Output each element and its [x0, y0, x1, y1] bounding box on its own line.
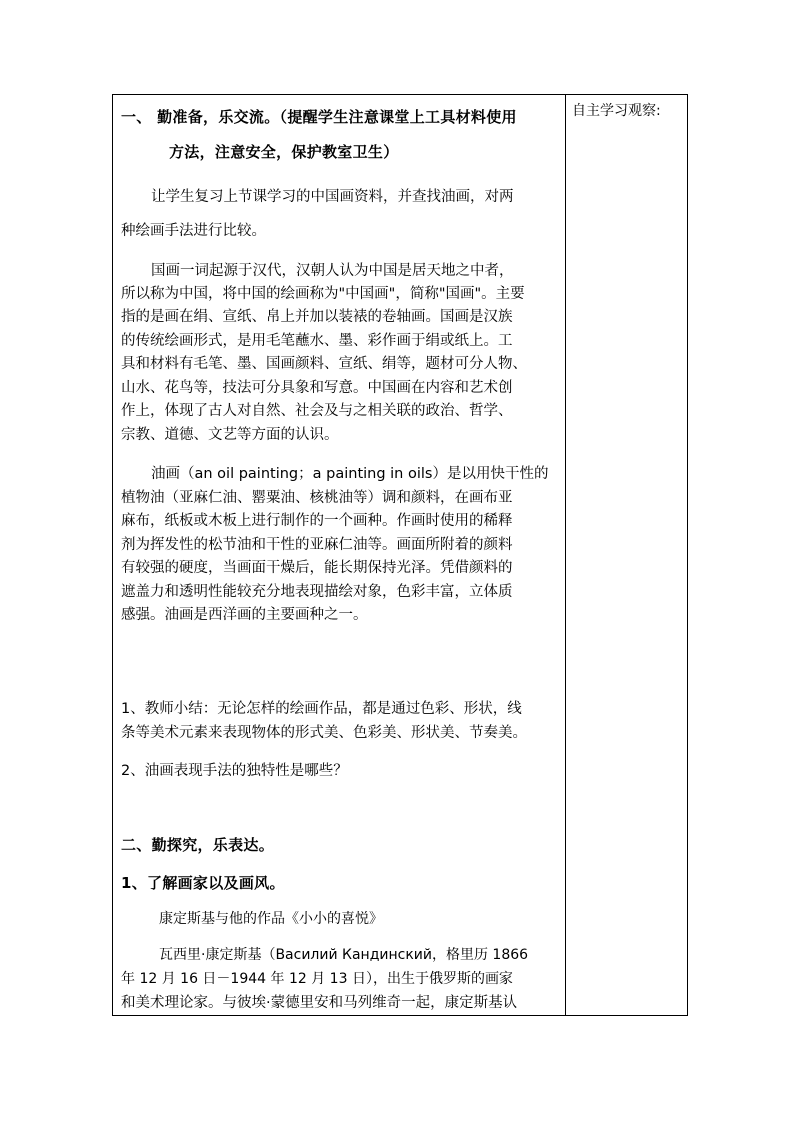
para3-line: 感强。油画是西洋画的主要画种之一。 [121, 607, 368, 623]
bio-line: 年 12 月 16 日－1944 年 12 月 13 日），出生于俄罗斯的画家 [121, 971, 513, 987]
para3-line: 有较强的硬度，当画面干燥后，能长期保持光泽。凭借颜料的 [121, 560, 513, 576]
lesson-table [112, 94, 688, 1016]
main-content-cell [113, 95, 565, 1015]
section2-heading: 二、勤探究，乐表达。 [121, 836, 275, 854]
work-title: 康定斯基与他的作品《小小的喜悦》 [159, 911, 383, 927]
para1-line: 让学生复习上节课学习的中国画资料，并查找油画，对两 [151, 189, 514, 205]
para2-line: 的传统绘画形式，是用毛笔蘸水、墨、彩作画于绢或纸上。工 [121, 333, 513, 349]
bio-line: 和美术理论家。与彼埃·蒙德里安和马列维奇一起，康定斯基认 [121, 995, 518, 1011]
oil-painting-question: 2、油画表现手法的独特性是哪些？ [121, 763, 348, 779]
para2-line: 宗教、道德、文艺等方面的认识。 [121, 427, 339, 443]
para2-line: 国画一词起源于汉代，汉朝人认为中国是居天地之中者， [151, 263, 514, 279]
observation-cell [566, 95, 687, 1015]
para3-line: 油画（an oil painting；a painting in oils）是以用快干性的 [151, 466, 549, 482]
section1-heading-line1: 一、 勤准备，乐交流。（提醒学生注意课堂上工具材料使用 [121, 108, 517, 126]
section2-subheading: 1、了解画家以及画风。 [121, 874, 285, 892]
para3-line: 遮盖力和透明性能较充分地表现描绘对象，色彩丰富，立体质 [121, 584, 513, 600]
para2-line: 山水、花鸟等，技法可分具象和写意。中国画在内容和艺术创 [121, 380, 513, 396]
section1-heading-line2: 方法，注意安全，保护教室卫生） [169, 143, 399, 161]
observation-title: 自主学习观察: [572, 103, 661, 119]
para3-line: 麻布，纸板或木板上进行制作的一个画种。作画时使用的稀释 [121, 513, 513, 529]
teacher-summary-line: 条等美术元素来表现物体的形式美、色彩美、形状美、节奏美。 [121, 725, 527, 741]
para2-line: 所以称为中国，将中国的绘画称为"中国画"，简称"国画"。主要 [121, 286, 525, 302]
bio-line: 瓦西里·康定斯基（Василий Кандинский，格里历 1866 [159, 947, 529, 963]
para2-line: 指的是画在绢、宣纸、帛上并加以装裱的卷轴画。国画是汉族 [121, 309, 513, 325]
para2-line: 作上，体现了古人对自然、社会及与之相关联的政治、哲学、 [121, 403, 513, 419]
teacher-summary-line: 1、教师小结：无论怎样的绘画作品，都是通过色彩、形状，线 [121, 701, 522, 717]
para3-line: 植物油（亚麻仁油、罂粟油、核桃油等）调和颜料，在画布亚 [121, 490, 513, 506]
para3-line: 剂为挥发性的松节油和干性的亚麻仁油等。画面所附着的颜料 [121, 537, 513, 553]
para1-line: 种绘画手法进行比较。 [121, 223, 266, 239]
para2-line: 具和材料有毛笔、墨、国画颜料、宣纸、绢等，题材可分人物、 [121, 356, 527, 372]
